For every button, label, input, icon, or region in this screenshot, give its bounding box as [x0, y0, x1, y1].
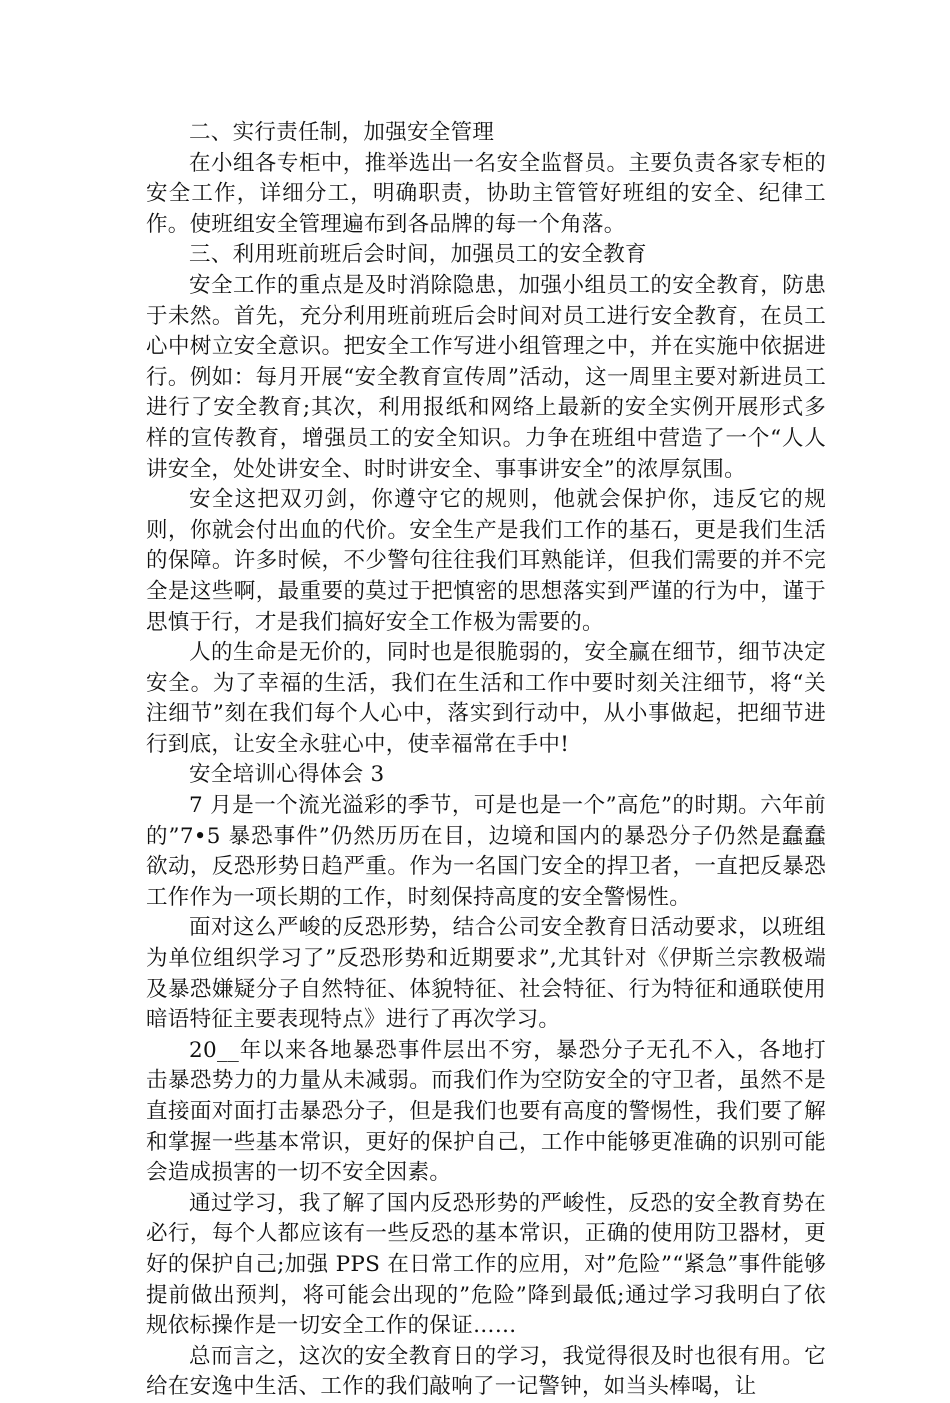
section-heading-responsibility: 二、实行责任制，加强安全管理 — [189, 120, 495, 145]
paragraph-july: 7 月是一个流光溢彩的季节，可是也是一个”高危”的时期。六年前的”7•5 暴恐事件”仍然历历在目，边境和国内的暴恐分子仍然是蠢蠢欲动，反恐形势日趋严重。作为一名国门安全的捍卫者，一直把反暴恐工作作为一项长期的工作，时刻保持高度的安全警惕性。 — [146, 793, 826, 910]
paragraph-double-edged-sword: 安全这把双刃剑，你遵守它的规则，他就会保护你，违反它的规则，你就会付出血的代价。安全生产是我们工作的基石，更是我们生活的保障。许多时候，不少警句往往我们耳熟能详，但我们需要的并不完全是这些啊，最重要的莫过于把慎密的思想落实到严谨的行为中，谨于思慎于行，才是我们搞好安全工作极为需要的。 — [146, 487, 826, 635]
section-heading-meetings: 三、利用班前班后会时间，加强员工的安全教育 — [189, 242, 647, 268]
paragraph-conclusion: 总而言之，这次的安全教育日的学习，我觉得很及时也很有用。它给在安逸中生活、工作的我们敲响了一记警钟，如当头棒喝，让 — [146, 1343, 826, 1400]
paragraph-safety-focus: 安全工作的重点是及时消除隐患，加强小组员工的安全教育，防患于未然。首先，充分利用班前班后会时间对员工进行安全教育，在员工心中树立安全意识。把安全工作写进小组管理之中，并在实施中依据进行。例如：每月开展“安全教育宣传周”活动，这一周里主要对新进员工进行了安全教育;其次，利用报纸和网络上最新的安全实例开展形式多样的宣传教育，增强员工的安全知识。力争在班组中营造了一个“人人讲安全，处处讲安全、时时讲安全、事事讲安全”的浓厚氛围。 — [146, 272, 826, 482]
paragraph-supervisor: 在小组各专柜中，推举选出一名安全监督员。主要负责各家专柜的安全工作，详细分工，明确职责，协助主管管好班组的安全、纪律工作。使班组安全管理遍布到各品牌的每一个角落。 — [146, 150, 826, 237]
document-page — [146, 118, 826, 1403]
paragraph-incidents: 20__年以来各地暴恐事件层出不穷，暴恐分子无孔不入，各地打击暴恐势力的力量从未减弱。而我们作为空防安全的守卫者，虽然不是直接面对面打击暴恐分子，但是我们也要有高度的警惕性，我们要了解和掌握一些基本常识，更好的保护自己，工作中能够更准确的识别可能会造成损害的一切不安全因素。 — [146, 1037, 826, 1186]
paragraph-life-value: 人的生命是无价的，同时也是很脆弱的，安全赢在细节，细节决定安全。为了幸福的生活，我们在生活和工作中要时刻关注细节，将“关注细节”刻在我们每个人心中，落实到行动中，从小事做起，把细节进行到底，让安全永驻心中，使幸福常在手中! — [146, 640, 826, 757]
paragraph-learning: 通过学习，我了解了国内反恐形势的严峻性，反恐的安全教育势在必行，每个人都应该有一些反恐的基本常识，正确的使用防卫器材，更好的保护自己;加强 PPS 在日常工作的应用，对”危险”“紧急”事件能够提前做出预判，将可能会出现的”危险”降到最低;通过学习我明白了依规依标操作是一切安全工作的保证…… — [146, 1190, 826, 1339]
section-heading-experience-3: 安全培训心得体会 3 — [189, 762, 385, 788]
paragraph-counter-terror-study: 面对这么严峻的反恐形势，结合公司安全教育日活动要求，以班组为单位组织学习了”反恐形势和近期要求”,尤其针对《伊斯兰宗教极端及暴恐嫌疑分子自然特征、体貌特征、社会特征、行为特征和通联使用暗语特征主要表现特点》进行了再次学习。 — [146, 915, 826, 1033]
